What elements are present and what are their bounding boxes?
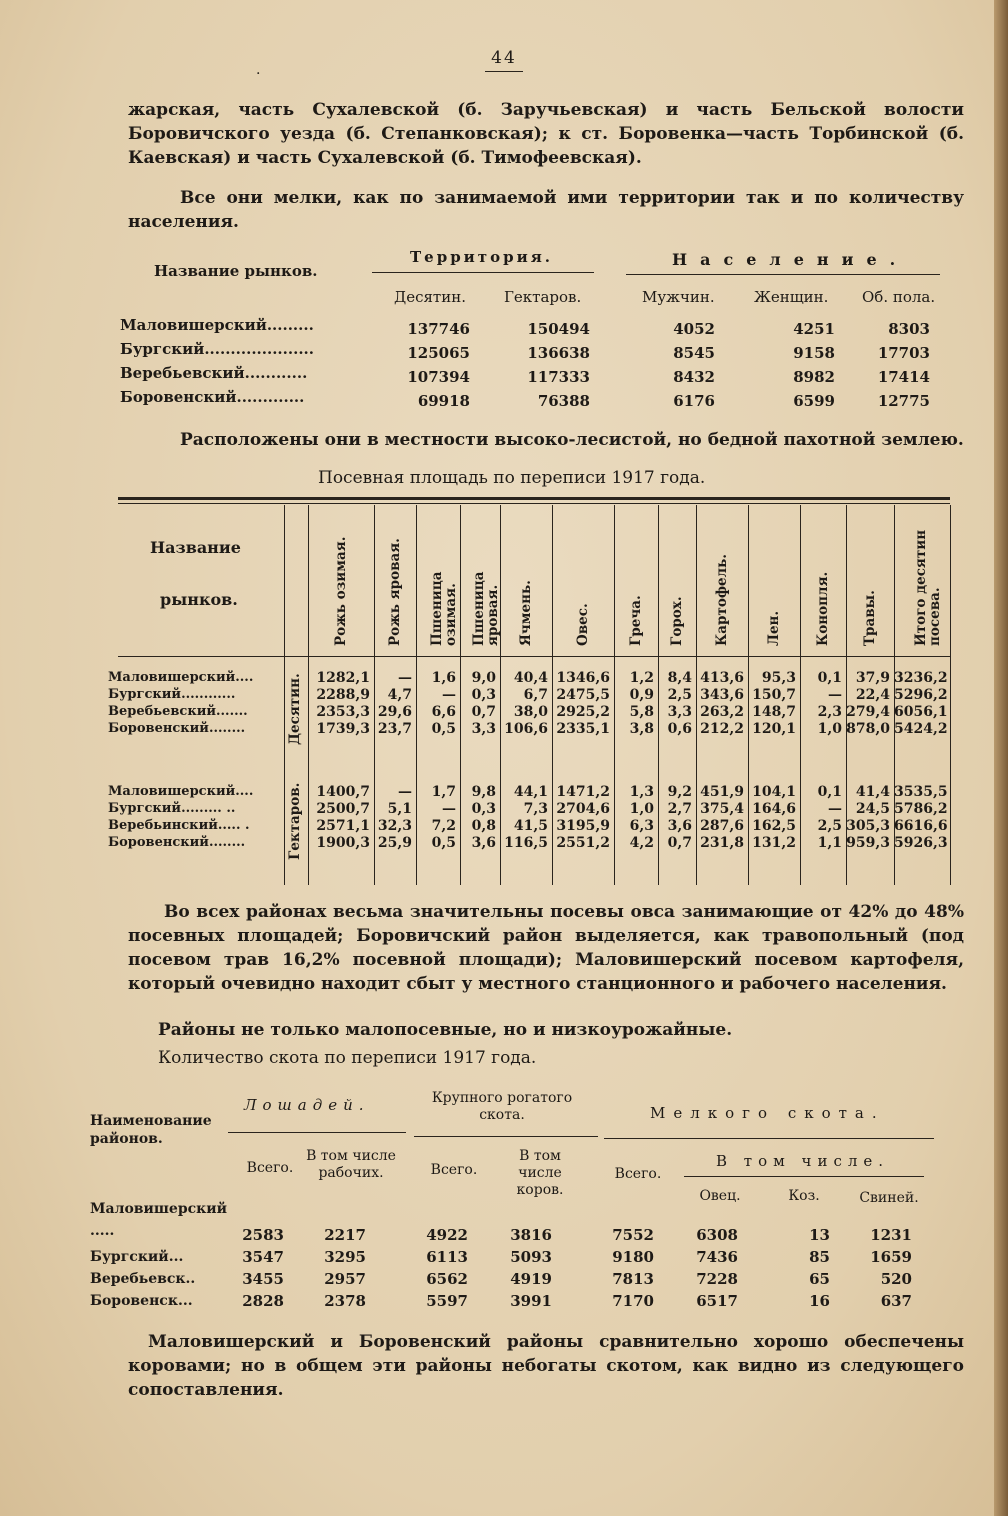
t2-cell: 29,6 <box>377 704 412 720</box>
t2-cell: — <box>828 687 842 703</box>
t3-cell: 7552 <box>612 1226 654 1244</box>
t2-cell: 5926,3 <box>894 835 948 851</box>
t3-cell: 3547 <box>242 1248 284 1266</box>
t2-cell: 4,7 <box>387 687 412 703</box>
t2-row-name: Маловишерский.... <box>108 784 254 799</box>
t2-cell: 1400,7 <box>316 784 370 800</box>
paragraph-5: Районы не только малопосевные, но и низкоурожайные. <box>158 1020 733 1040</box>
t2-col-header: Конопля. <box>815 571 831 646</box>
table2-title: Посевная площадь по переписи 1917 года. <box>318 468 706 488</box>
t2-cell: 1346,6 <box>556 670 610 686</box>
t2-col-header: Ячмень. <box>518 580 534 646</box>
t2-cell: 263,2 <box>700 704 744 720</box>
t2-cell: 2,5 <box>817 818 842 834</box>
t2-row-name: Боровенский........ <box>108 721 246 736</box>
t3-col-header: Свиней. <box>859 1190 919 1206</box>
t2-cell: 148,7 <box>752 704 796 720</box>
t2-cell: 2288,9 <box>316 687 370 703</box>
t2-cell: 305,3 <box>846 818 890 834</box>
t2-cell: 1282,1 <box>316 670 370 686</box>
t3-col-header: В том числе рабочих. <box>306 1148 396 1181</box>
t3-cell: 7436 <box>696 1248 738 1266</box>
t2-row-name: Маловишерский.... <box>108 670 254 685</box>
t1-cell: 8432 <box>673 368 715 386</box>
t2-cell: 164,6 <box>752 801 796 817</box>
t2-cell: 3,3 <box>471 721 496 737</box>
t2-cell: 37,9 <box>855 670 890 686</box>
t2-cell: 3,3 <box>667 704 692 720</box>
t3-col-header: Всего. <box>246 1160 294 1176</box>
t1-cell: 8545 <box>673 344 715 362</box>
t2-cell: 0,7 <box>667 835 692 851</box>
t1-cell: 8303 <box>888 320 930 338</box>
t2-cell: 0,5 <box>431 721 456 737</box>
t1-col-header: Об. пола. <box>862 288 936 306</box>
t2-cell: 23,7 <box>377 721 412 737</box>
page-number: 44 <box>0 48 1008 68</box>
t2-cell: 38,0 <box>513 704 548 720</box>
t3-row-name: Бургский... <box>90 1249 184 1265</box>
t3-cell: 7813 <box>612 1270 654 1288</box>
t2-top-rule-2 <box>118 503 950 504</box>
t2-cell: 0,6 <box>667 721 692 737</box>
t2-cell: 3535,5 <box>894 784 948 800</box>
t2-col-divider <box>950 505 951 885</box>
t1-col-header: Женщин. <box>754 288 829 306</box>
t2-cell: 1900,3 <box>316 835 370 851</box>
t1-cell: 4251 <box>793 320 835 338</box>
t1-cell: 9158 <box>793 344 835 362</box>
t1-cell: 76388 <box>537 392 590 410</box>
t2-cell: 3,8 <box>629 721 654 737</box>
t2-cell: 25,9 <box>377 835 412 851</box>
t2-header-rule <box>118 656 950 657</box>
t2-cell: 1,3 <box>629 784 654 800</box>
t2-cell: 104,1 <box>752 784 796 800</box>
speck: . <box>256 62 261 78</box>
t2-cell: 0,1 <box>817 670 842 686</box>
page-edge <box>994 0 1008 1516</box>
t2-cell: 32,3 <box>377 818 412 834</box>
t3-brace-incl <box>684 1176 924 1177</box>
t2-row-name: Бургский............ <box>108 687 236 702</box>
t3-cell: 6113 <box>426 1248 468 1266</box>
t2-cell: 959,3 <box>846 835 890 851</box>
t1-cell: 136638 <box>527 344 590 362</box>
t2-col-header: Рожь яровая. <box>387 538 403 646</box>
t2-cell: 7,2 <box>431 818 456 834</box>
t2-cell: 95,3 <box>761 670 796 686</box>
t2-cell: — <box>398 784 412 800</box>
t2-col-header: Пшеница яровая. <box>471 571 501 646</box>
t2-cell: 279,4 <box>846 704 890 720</box>
t3-cell: 1231 <box>870 1226 912 1244</box>
t2-cell: — <box>398 670 412 686</box>
t2-cell: 1,7 <box>431 784 456 800</box>
t1-row-name: Веребьевский............ <box>120 364 308 382</box>
t2-name-header-2: рынков. <box>160 590 238 609</box>
t2-row-name: Бургский......... .. <box>108 801 236 816</box>
t1-col-header: Мужчин. <box>642 288 715 306</box>
t2-cell: 1,6 <box>431 670 456 686</box>
t1-row-name: Маловишерский......... <box>120 316 314 334</box>
t2-col-divider <box>284 505 285 885</box>
t2-col-header: Греча. <box>628 595 644 646</box>
t3-cell: 6308 <box>696 1226 738 1244</box>
t2-row-name: Веребьинский..... . <box>108 818 250 833</box>
t3-cell: 5597 <box>426 1292 468 1310</box>
t3-cell: 520 <box>880 1270 912 1288</box>
t1-cell: 17703 <box>877 344 930 362</box>
t2-row-name: Веребьевский....... <box>108 704 248 719</box>
t1-cell: 137746 <box>407 320 470 338</box>
t3-brace-cattle <box>414 1136 598 1137</box>
t2-cell: 343,6 <box>700 687 744 703</box>
t3-brace-small <box>604 1138 934 1139</box>
t2-cell: 9,2 <box>667 784 692 800</box>
t2-cell: 5,1 <box>387 801 412 817</box>
t2-cell: 212,2 <box>700 721 744 737</box>
t3-name-header: Наименование районов. <box>90 1113 212 1147</box>
t2-cell: 2925,2 <box>556 704 610 720</box>
t3-cell: 6562 <box>426 1270 468 1288</box>
t1-group-population: Население. <box>672 250 909 269</box>
t2-cell: 2,5 <box>667 687 692 703</box>
t1-cell: 150494 <box>527 320 590 338</box>
t2-col-header: Итого десятин посева. <box>913 529 943 646</box>
t2-cell: 2500,7 <box>316 801 370 817</box>
paragraph-2: Все они мелки, как по занимаемой ими территории так и по количеству населения. <box>128 188 964 232</box>
t2-cell: 7,3 <box>523 801 548 817</box>
t3-cell: 2828 <box>242 1292 284 1310</box>
paragraph-1: жарская, часть Сухалевской (б. Заручьевская) и часть Бельской волости Боровичского уезда (б. Степанковская); к ст. Боровенка—часть Торбинской (б. Каевская) и часть Сухалевской (б. Тимофеевская). <box>128 100 964 168</box>
t2-col-header: Травы. <box>862 590 878 646</box>
t2-cell: 6,7 <box>523 687 548 703</box>
t2-cell: 5786,2 <box>894 801 948 817</box>
t3-cell: 9180 <box>612 1248 654 1266</box>
t1-row-name: Боровенский............. <box>120 388 305 406</box>
t3-cell: 3816 <box>510 1226 552 1244</box>
t2-cell: 44,1 <box>513 784 548 800</box>
t2-cell: 6,3 <box>629 818 654 834</box>
t2-cell: 9,8 <box>471 784 496 800</box>
t2-cell: 41,4 <box>855 784 890 800</box>
t2-cell: 2571,1 <box>316 818 370 834</box>
t2-cell: 0,5 <box>431 835 456 851</box>
t3-cell: 3295 <box>324 1248 366 1266</box>
t3-group-cattle: Крупного рогатого скота. <box>431 1090 573 1123</box>
t1-cell: 117333 <box>527 368 590 386</box>
paragraph-4: Во всех районах весьма значительны посевы овса занимающие от 42% до 48% посевных площадей; Боровичский район выделяется, как травопольный (под посевом трав 16,2% посевной площади); Маловишерский посевом картофеля, который очевидно находит сбыт у местного станционного и рабочего населения. <box>128 902 964 994</box>
t1-cell: 6599 <box>793 392 835 410</box>
t3-cell: 2957 <box>324 1270 366 1288</box>
t3-row-name: Веребьевск.. <box>90 1271 196 1287</box>
t1-col-header: Гектаров. <box>504 288 582 306</box>
t2-cell: 4,2 <box>629 835 654 851</box>
t2-cell: 0,1 <box>817 784 842 800</box>
t2-cell: 0,3 <box>471 801 496 817</box>
t2-cell: — <box>442 687 456 703</box>
t2-cell: 1,0 <box>629 801 654 817</box>
t2-cell: 5296,2 <box>894 687 948 703</box>
t2-cell: 0,7 <box>471 704 496 720</box>
t1-cell: 17414 <box>877 368 930 386</box>
t1-cell: 12775 <box>877 392 930 410</box>
t3-col-header: Всего. <box>614 1166 662 1182</box>
t1-col-header: Десятин. <box>394 288 466 306</box>
t2-cell: 0,3 <box>471 687 496 703</box>
t2-row-name: Боровенский........ <box>108 835 246 850</box>
t2-cell: 40,4 <box>513 670 548 686</box>
t1-brace-territory <box>372 272 594 273</box>
t2-cell: 375,4 <box>700 801 744 817</box>
t2-col-header: Рожь озимая. <box>333 536 349 646</box>
t2-col-header: Картофель. <box>714 554 730 646</box>
t2-cell: 287,6 <box>700 818 744 834</box>
t2-cell: 1,1 <box>817 835 842 851</box>
t1-cell: 69918 <box>417 392 470 410</box>
t2-cell: 3,6 <box>471 835 496 851</box>
paragraph-7: Маловишерский и Боровенский районы сравнительно хорошо обеспечены коровами; но в общем эти районы небогаты скотом, как видно из следующего сопоставления. <box>128 1332 964 1400</box>
t3-cell: 65 <box>809 1270 830 1288</box>
t2-col-header: Пшеница озимая. <box>429 571 459 646</box>
t2-cell: 116,5 <box>504 835 548 851</box>
t2-cell: 22,4 <box>855 687 890 703</box>
t3-cell: 7170 <box>612 1292 654 1310</box>
t3-row-name: Маловишерский ..... <box>90 1201 228 1239</box>
t3-cell: 4919 <box>510 1270 552 1288</box>
t3-cell: 2217 <box>324 1226 366 1244</box>
t2-cell: 150,7 <box>752 687 796 703</box>
t2-cell: 0,9 <box>629 687 654 703</box>
paragraph-6: Количество скота по переписи 1917 года. <box>158 1048 537 1068</box>
t3-col-header: Всего. <box>430 1162 478 1178</box>
t3-cell: 13 <box>809 1226 830 1244</box>
t2-col-header: Горох. <box>669 596 685 646</box>
t1-group-territory: Территория. <box>410 248 554 266</box>
t2-top-rule <box>118 497 950 500</box>
t2-cell: 41,5 <box>513 818 548 834</box>
t3-cell: 7228 <box>696 1270 738 1288</box>
t2-cell: 162,5 <box>752 818 796 834</box>
t3-group-horses: Лошадей. <box>244 1096 370 1114</box>
t1-name-header: Название рынков. <box>154 262 318 280</box>
t2-cell: — <box>442 801 456 817</box>
t3-cell: 637 <box>880 1292 912 1310</box>
t2-col-header: Овес. <box>575 603 591 646</box>
t1-row-name: Бургский..................... <box>120 340 314 358</box>
t2-unit-label: Десятин. <box>287 673 303 745</box>
t3-col-header: В том числе коров. <box>516 1148 564 1198</box>
t2-cell: 3195,9 <box>556 818 610 834</box>
t3-cell: 5093 <box>510 1248 552 1266</box>
t1-brace-population <box>626 274 940 275</box>
t2-cell: 6056,1 <box>894 704 948 720</box>
t2-cell: 106,6 <box>504 721 548 737</box>
t2-cell: 8,4 <box>667 670 692 686</box>
t3-cell: 16 <box>809 1292 830 1310</box>
t3-cell: 1659 <box>870 1248 912 1266</box>
t2-cell: 6616,6 <box>894 818 948 834</box>
t2-cell: 451,9 <box>700 784 744 800</box>
t3-cell: 85 <box>809 1248 830 1266</box>
t2-cell: 6,6 <box>431 704 456 720</box>
t2-unit-label: Гектаров. <box>287 782 303 860</box>
t2-cell: 9,0 <box>471 670 496 686</box>
t2-cell: 2551,2 <box>556 835 610 851</box>
t2-cell: — <box>828 801 842 817</box>
t2-col-header: Лен. <box>766 610 782 646</box>
t3-cell: 3991 <box>510 1292 552 1310</box>
t2-cell: 2,7 <box>667 801 692 817</box>
t1-cell: 8982 <box>793 368 835 386</box>
t3-cell: 6517 <box>696 1292 738 1310</box>
t3-cell: 2378 <box>324 1292 366 1310</box>
t2-cell: 2,3 <box>817 704 842 720</box>
t2-cell: 1471,2 <box>556 784 610 800</box>
t1-cell: 4052 <box>673 320 715 338</box>
t1-cell: 6176 <box>673 392 715 410</box>
t2-cell: 2335,1 <box>556 721 610 737</box>
t3-col-header: Овец. <box>699 1188 741 1204</box>
t2-cell: 5424,2 <box>894 721 948 737</box>
t2-cell: 878,0 <box>846 721 890 737</box>
t3-cell: 3455 <box>242 1270 284 1288</box>
t3-sub-incl: В том числе. <box>716 1152 890 1170</box>
t2-cell: 1,2 <box>629 670 654 686</box>
t3-cell: 2583 <box>242 1226 284 1244</box>
t2-cell: 2353,3 <box>316 704 370 720</box>
t3-brace-horses <box>228 1132 406 1133</box>
t2-cell: 5,8 <box>629 704 654 720</box>
t3-col-header: Коз. <box>788 1188 820 1204</box>
t2-cell: 120,1 <box>752 721 796 737</box>
t2-cell: 3236,2 <box>894 670 948 686</box>
t2-cell: 131,2 <box>752 835 796 851</box>
t3-group-small: Мелкого скота. <box>650 1104 885 1122</box>
t3-cell: 4922 <box>426 1226 468 1244</box>
t2-cell: 2475,5 <box>556 687 610 703</box>
t2-cell: 2704,6 <box>556 801 610 817</box>
t2-cell: 0,8 <box>471 818 496 834</box>
t2-cell: 413,6 <box>700 670 744 686</box>
t2-cell: 231,8 <box>700 835 744 851</box>
t1-cell: 125065 <box>407 344 470 362</box>
t2-cell: 1,0 <box>817 721 842 737</box>
t2-cell: 1739,3 <box>316 721 370 737</box>
paragraph-3: Расположены они в местности высоко-лесистой, но бедной пахотной землею. <box>180 430 964 450</box>
t2-cell: 24,5 <box>855 801 890 817</box>
t1-cell: 107394 <box>407 368 470 386</box>
t3-row-name: Боровенск... <box>90 1293 193 1309</box>
t2-cell: 3,6 <box>667 818 692 834</box>
t2-name-header-1: Название <box>150 538 241 557</box>
